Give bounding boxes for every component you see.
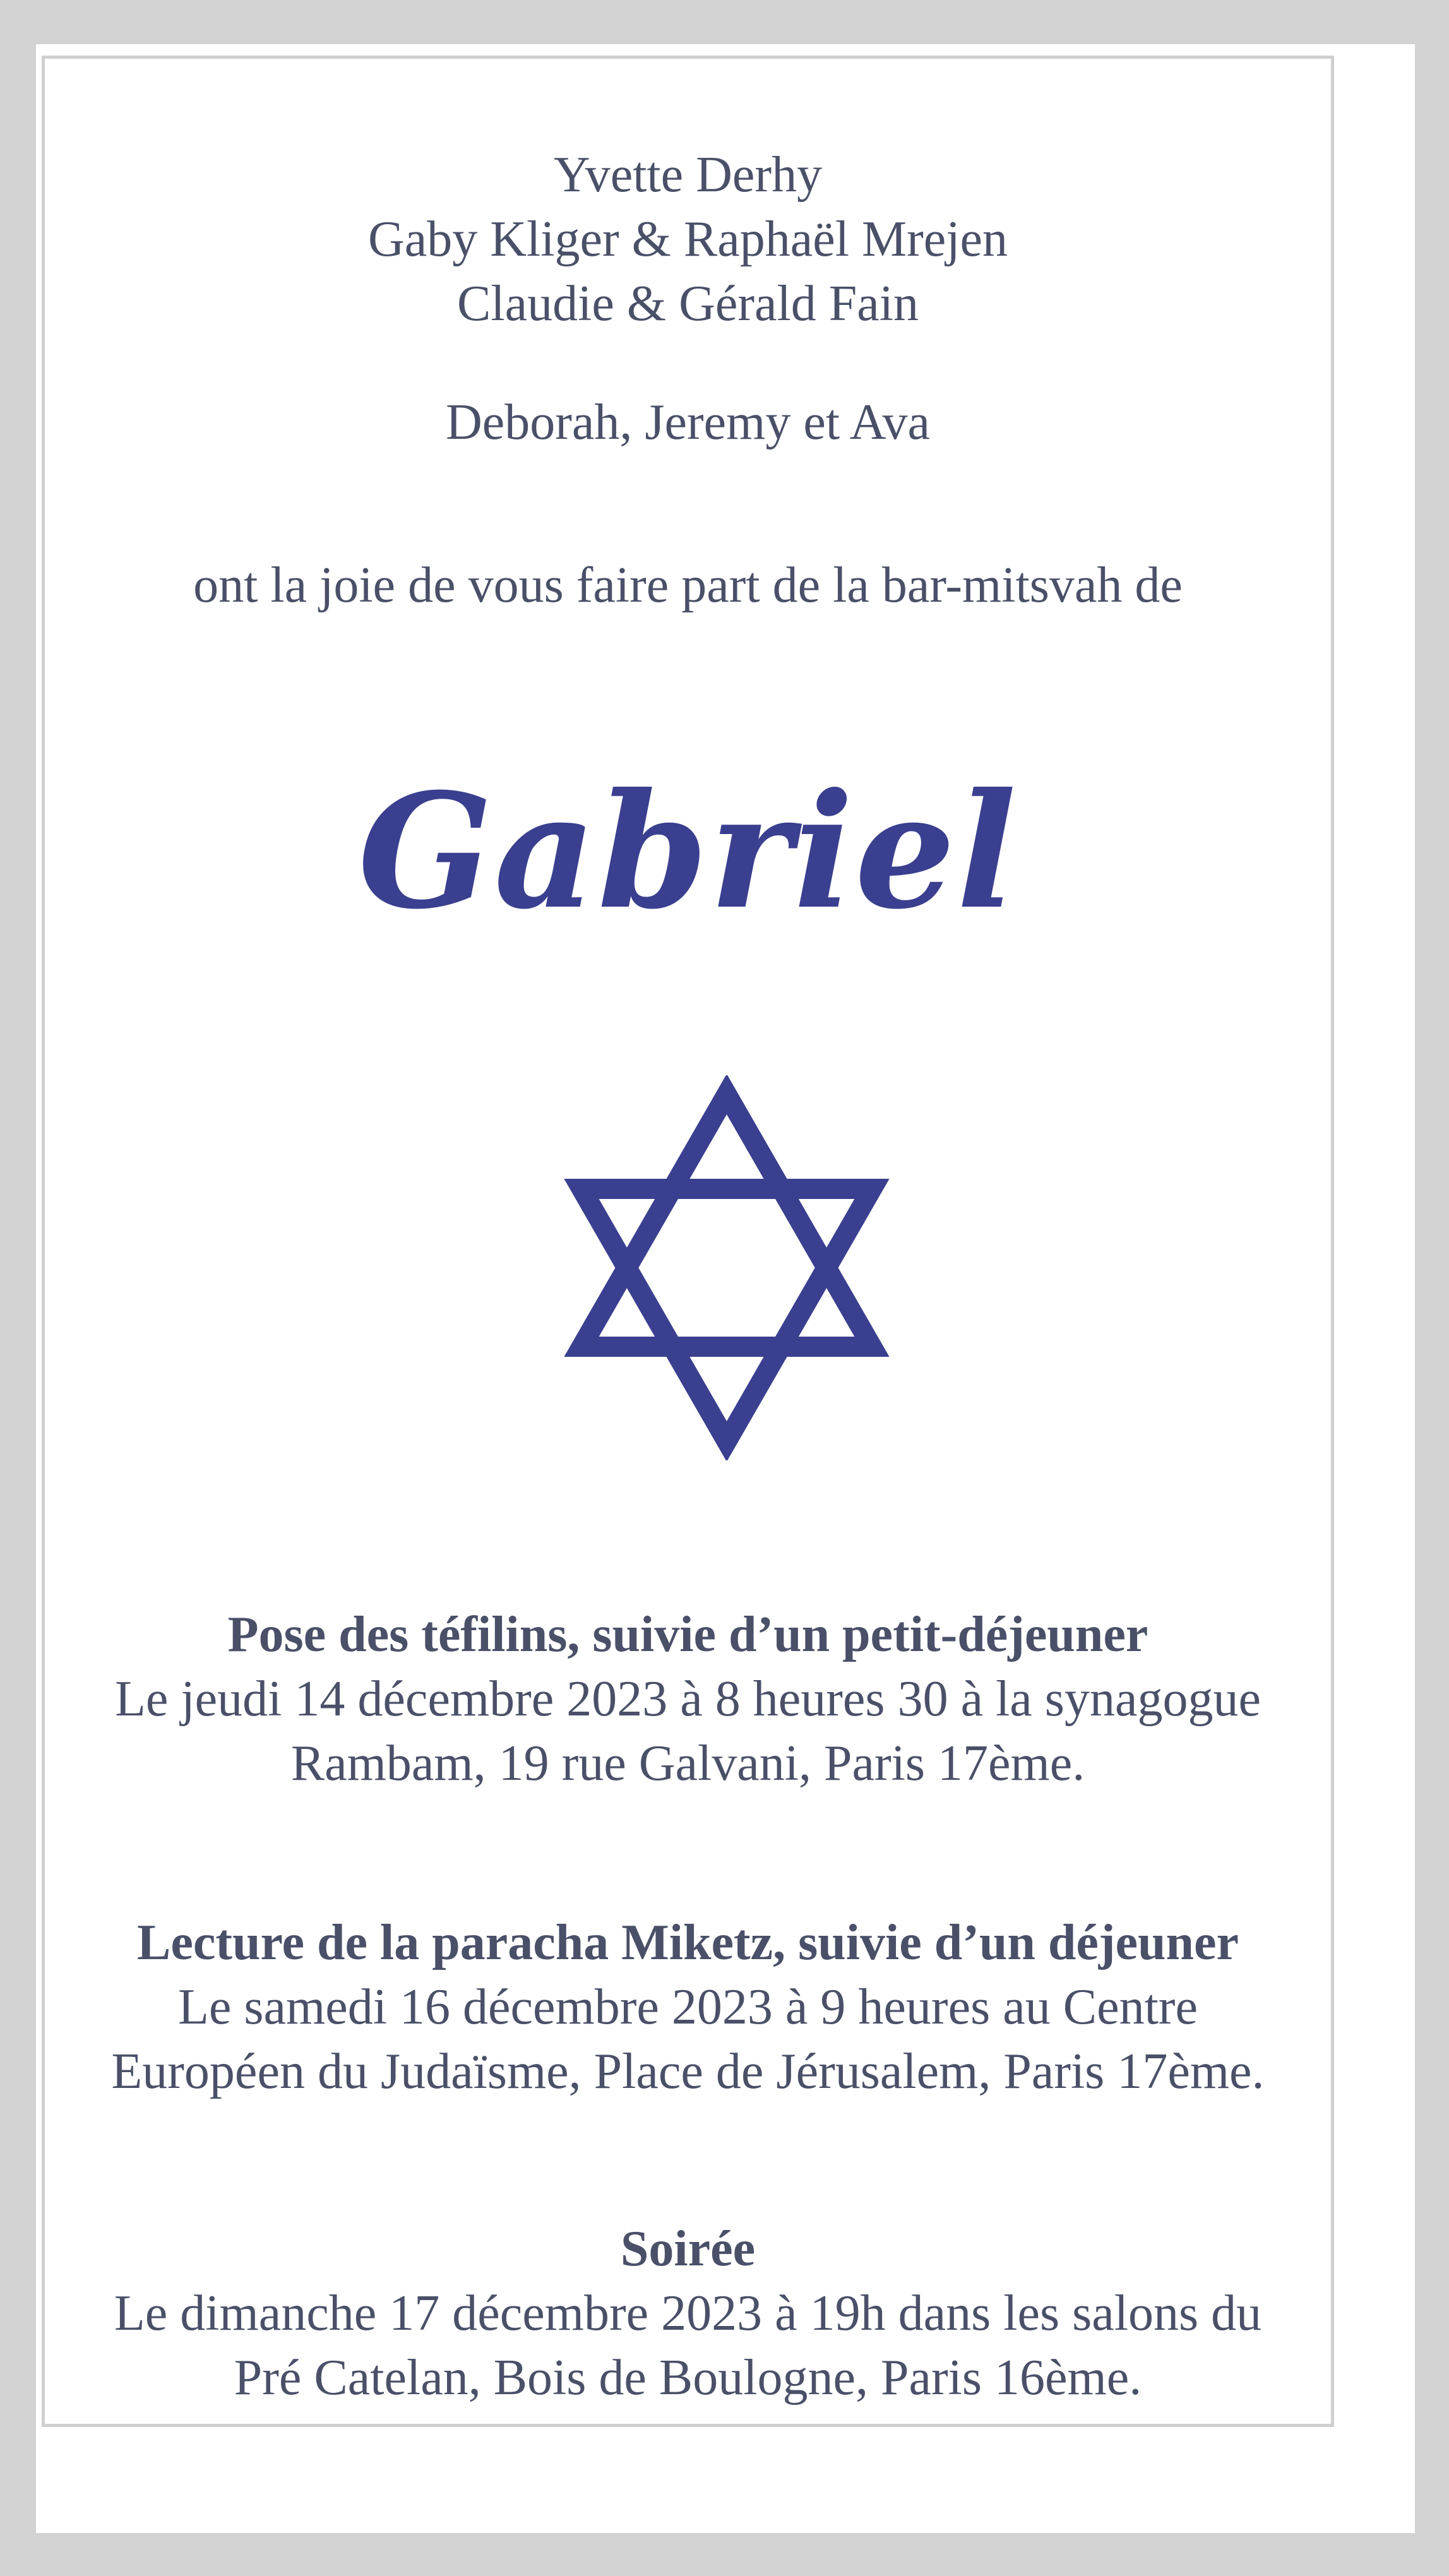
honoree-name: Gabriel bbox=[357, 758, 1018, 944]
event-tefilin bbox=[42, 1602, 1334, 1796]
event-title: Lecture de la paracha Miketz, suivie d’un déjeuner bbox=[136, 1915, 1239, 1971]
event-paracha bbox=[42, 1911, 1334, 2104]
hosts-block bbox=[42, 143, 1334, 336]
star-of-david-icon bbox=[559, 1075, 894, 1460]
host-line: Claudie & Gérald Fain bbox=[457, 276, 919, 331]
event-detail: Rambam, 19 rue Galvani, Paris 17ème. bbox=[290, 1736, 1085, 1791]
event-title: Pose des téfilins, suivie d’un petit-déjeuner bbox=[227, 1607, 1148, 1662]
event-detail: Le jeudi 14 décembre 2023 à 8 heures 30 à la synagogue bbox=[115, 1671, 1261, 1727]
event-detail: Européen du Judaïsme, Place de Jérusalem, Paris 17ème. bbox=[111, 2044, 1265, 2099]
event-soiree bbox=[42, 2217, 1334, 2410]
host-line: Yvette Derhy bbox=[553, 147, 823, 203]
event-detail: Le samedi 16 décembre 2023 à 9 heures au Centre bbox=[178, 1979, 1198, 2035]
children-line: Deborah, Jeremy et Ava bbox=[445, 395, 931, 450]
invitation-content bbox=[42, 56, 1334, 2427]
event-title: Soirée bbox=[620, 2221, 756, 2277]
event-detail: Le dimanche 17 décembre 2023 à 19h dans les salons du bbox=[114, 2286, 1262, 2341]
host-line: Gaby Kliger & Raphaël Mrejen bbox=[367, 212, 1008, 267]
announcement-line: ont la joie de vous faire part de la bar-mitsvah de bbox=[193, 558, 1183, 613]
event-detail: Pré Catelan, Bois de Boulogne, Paris 16ème. bbox=[234, 2350, 1142, 2406]
